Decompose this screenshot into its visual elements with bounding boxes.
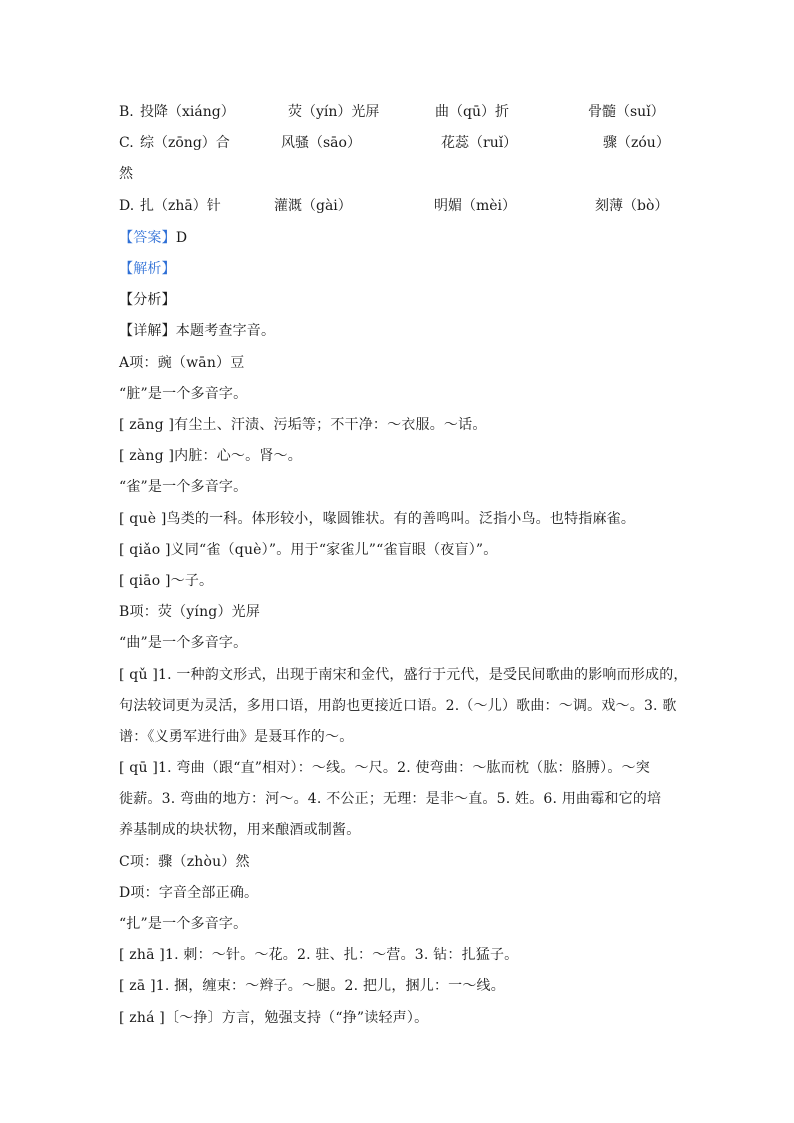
detail-line: 徙薪。3. 弯曲的地方：河～。4. 不公正；无理：是非～直。5. 姓。6. 用曲霉和它的培 [119, 791, 662, 807]
detail-line: “曲”是一个多音字。 [119, 635, 248, 651]
detail-line: [ qiāo ]～子。 [119, 573, 214, 589]
detail-line: [ qū ]1. 弯曲（跟“直”相对）：～线。～尺。2. 使弯曲：～肱而枕（肱：胳膊）。～突 [119, 760, 650, 776]
detail-line: [ què ]鸟类的一科。体形较小，喙圆锥状。有的善鸣叫。泛指小鸟。也特指麻雀。 [119, 511, 636, 527]
option-c-label: C. [119, 135, 134, 151]
detail-line: D项：字音全部正确。 [119, 885, 259, 901]
detail-line: A项：豌（wān）豆 [119, 355, 245, 371]
detail-line: B项：荧（yíng）光屏 [119, 604, 261, 620]
answer-value: D [175, 230, 188, 246]
option-b-item-4: 骨髓（suǐ） [588, 104, 665, 120]
detail-line: “扎”是一个多音字。 [119, 916, 248, 932]
detail-line: [ zhá ]〔～挣〕方言，勉强支持（“挣”读轻声）。 [119, 1010, 429, 1026]
option-d-label: D. [119, 198, 135, 214]
option-b-item-2: 荧（yín）光屏 [288, 104, 380, 120]
option-c-item-3: 花蕊（ruǐ） [441, 135, 518, 151]
detail-line: “雀”是一个多音字。 [119, 479, 248, 495]
option-c-item-1: 综（zōng）合 [140, 135, 230, 151]
option-b-label: B. [119, 104, 134, 120]
option-c-item-4: 骤（zóu） [603, 135, 670, 151]
option-d-item-1: 扎（zhā）针 [140, 198, 221, 214]
fenxi-tag: 【分析】 [119, 292, 176, 308]
detail-line: [ qǔ ]1. 一种韵文形式，出现于南宋和金代，盛行于元代，是受民间歌曲的影响而形成的， [119, 667, 688, 683]
answer-tag: 【答案】 [119, 230, 176, 246]
option-b-item-3: 曲（qū）折 [435, 104, 509, 120]
detail-line: 养基制成的块状物，用来酿酒或制酱。 [119, 822, 361, 838]
detail-line: 句法较词更为灵活，多用口语，用韵也更接近口语。2.（～儿）歌曲：～调。戏～。3. 歌 [119, 698, 677, 714]
answer-line [119, 228, 187, 248]
option-d-item-4: 刻薄（bò） [595, 198, 669, 214]
detail-line: [ zhā ]1. 刺：～针。～花。2. 驻、扎：～营。3. 钻：扎猛子。 [119, 947, 519, 963]
detail-line: [ zāng ]有尘土、汗渍、污垢等；不干净：～衣服。～话。 [119, 417, 487, 433]
detail-line: C项：骤（zhòu）然 [119, 854, 250, 870]
detail-line: “脏”是一个多音字。 [119, 386, 248, 402]
option-d-item-3: 明媚（mèi） [434, 198, 517, 214]
detail-line: 谱：《义勇军进行曲》是聂耳作的～。 [119, 729, 354, 745]
option-b-item-1: 投降（xiáng） [140, 104, 235, 120]
detail-line: [ qiǎo ]义同“雀（què）”。用于“家雀儿”“雀盲眼（夜盲）”。 [119, 542, 498, 558]
option-c-item-2: 风骚（sāo） [281, 135, 361, 151]
detail-line: [ zā ]1. 捆，缠束：～辫子。～腿。2. 把儿，捆儿：一～线。 [119, 978, 505, 994]
option-c-continuation: 然 [119, 166, 133, 182]
detail-intro: 【详解】本题考查字音。 [119, 323, 276, 339]
option-d-item-2: 灌溉（gài） [274, 198, 352, 214]
analysis-tag: 【解析】 [119, 261, 176, 277]
detail-line: [ zàng ]内脏：心～。肾～。 [119, 448, 302, 464]
